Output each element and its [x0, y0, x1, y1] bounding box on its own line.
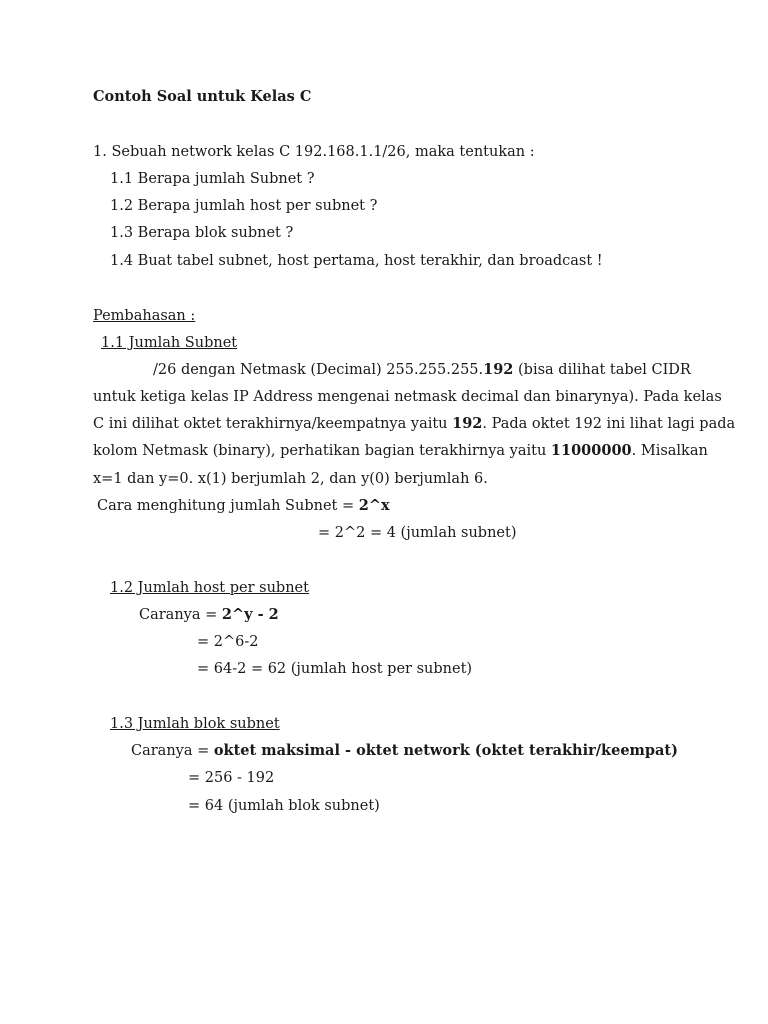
section-1-3-heading: 1.3 Jumlah blok subnet — [110, 716, 280, 732]
host-formula: Caranya = 2^y - 2 — [139, 606, 279, 623]
section-1-1-heading: 1.1 Jumlah Subnet — [101, 335, 238, 351]
subnet-result: = 2^2 = 4 (jumlah subnet) — [318, 525, 517, 541]
section-1-1-paragraph-line-5: x=1 dan y=0. x(1) berjumlah 2, dan y(0) berjumlah 6. — [93, 471, 488, 487]
subnet-formula-expression: 2^x — [358, 497, 390, 514]
question-item-1-2: 1.2 Berapa jumlah host per subnet ? — [110, 198, 378, 214]
subnet-formula: Cara menghitung jumlah Subnet = 2^x — [97, 497, 390, 514]
last-octet-value: 192 — [452, 415, 483, 432]
question-main: 1. Sebuah network kelas C 192.168.1.1/26, maka tentukan : — [93, 144, 535, 160]
host-step-2: = 64-2 = 62 (jumlah host per subnet) — [197, 661, 473, 677]
netmask-value: 192 — [483, 361, 514, 378]
block-step-1: = 256 - 192 — [188, 770, 275, 786]
section-1-2-heading: 1.2 Jumlah host per subnet — [110, 580, 309, 596]
section-1-1-paragraph-line-4: kolom Netmask (binary), perhatikan bagian terakhirnya yaitu 11000000. Misalkan — [93, 442, 708, 459]
question-item-1-4: 1.4 Buat tabel subnet, host pertama, host terakhir, dan broadcast ! — [110, 253, 603, 269]
section-1-1-paragraph-line-2: untuk ketiga kelas IP Address mengenai netmask decimal dan binarynya). Pada kelas — [93, 389, 722, 405]
host-step-1: = 2^6-2 — [197, 634, 259, 650]
question-item-1-1: 1.1 Berapa jumlah Subnet ? — [110, 171, 315, 187]
discussion-heading: Pembahasan : — [93, 308, 196, 324]
block-formula: Caranya = oktet maksimal - oktet network (oktet terakhir/keempat) — [131, 742, 678, 759]
block-formula-expression: oktet maksimal - oktet network (oktet terakhir/keempat) — [213, 742, 678, 759]
page-title: Contoh Soal untuk Kelas C — [93, 88, 312, 105]
binary-octet-value: 11000000 — [550, 442, 632, 459]
section-1-1-paragraph-line-1: /26 dengan Netmask (Decimal) 255.255.255.192 (bisa dilihat tabel CIDR — [153, 361, 691, 378]
host-formula-expression: 2^y - 2 — [221, 606, 279, 623]
section-1-1-paragraph-line-3: C ini dilihat oktet terakhirnya/keempatnya yaitu 192. Pada oktet 192 ini lihat lagi pada — [93, 415, 736, 432]
question-item-1-3: 1.3 Berapa blok subnet ? — [110, 225, 294, 241]
block-step-2: = 64 (jumlah blok subnet) — [188, 798, 380, 814]
